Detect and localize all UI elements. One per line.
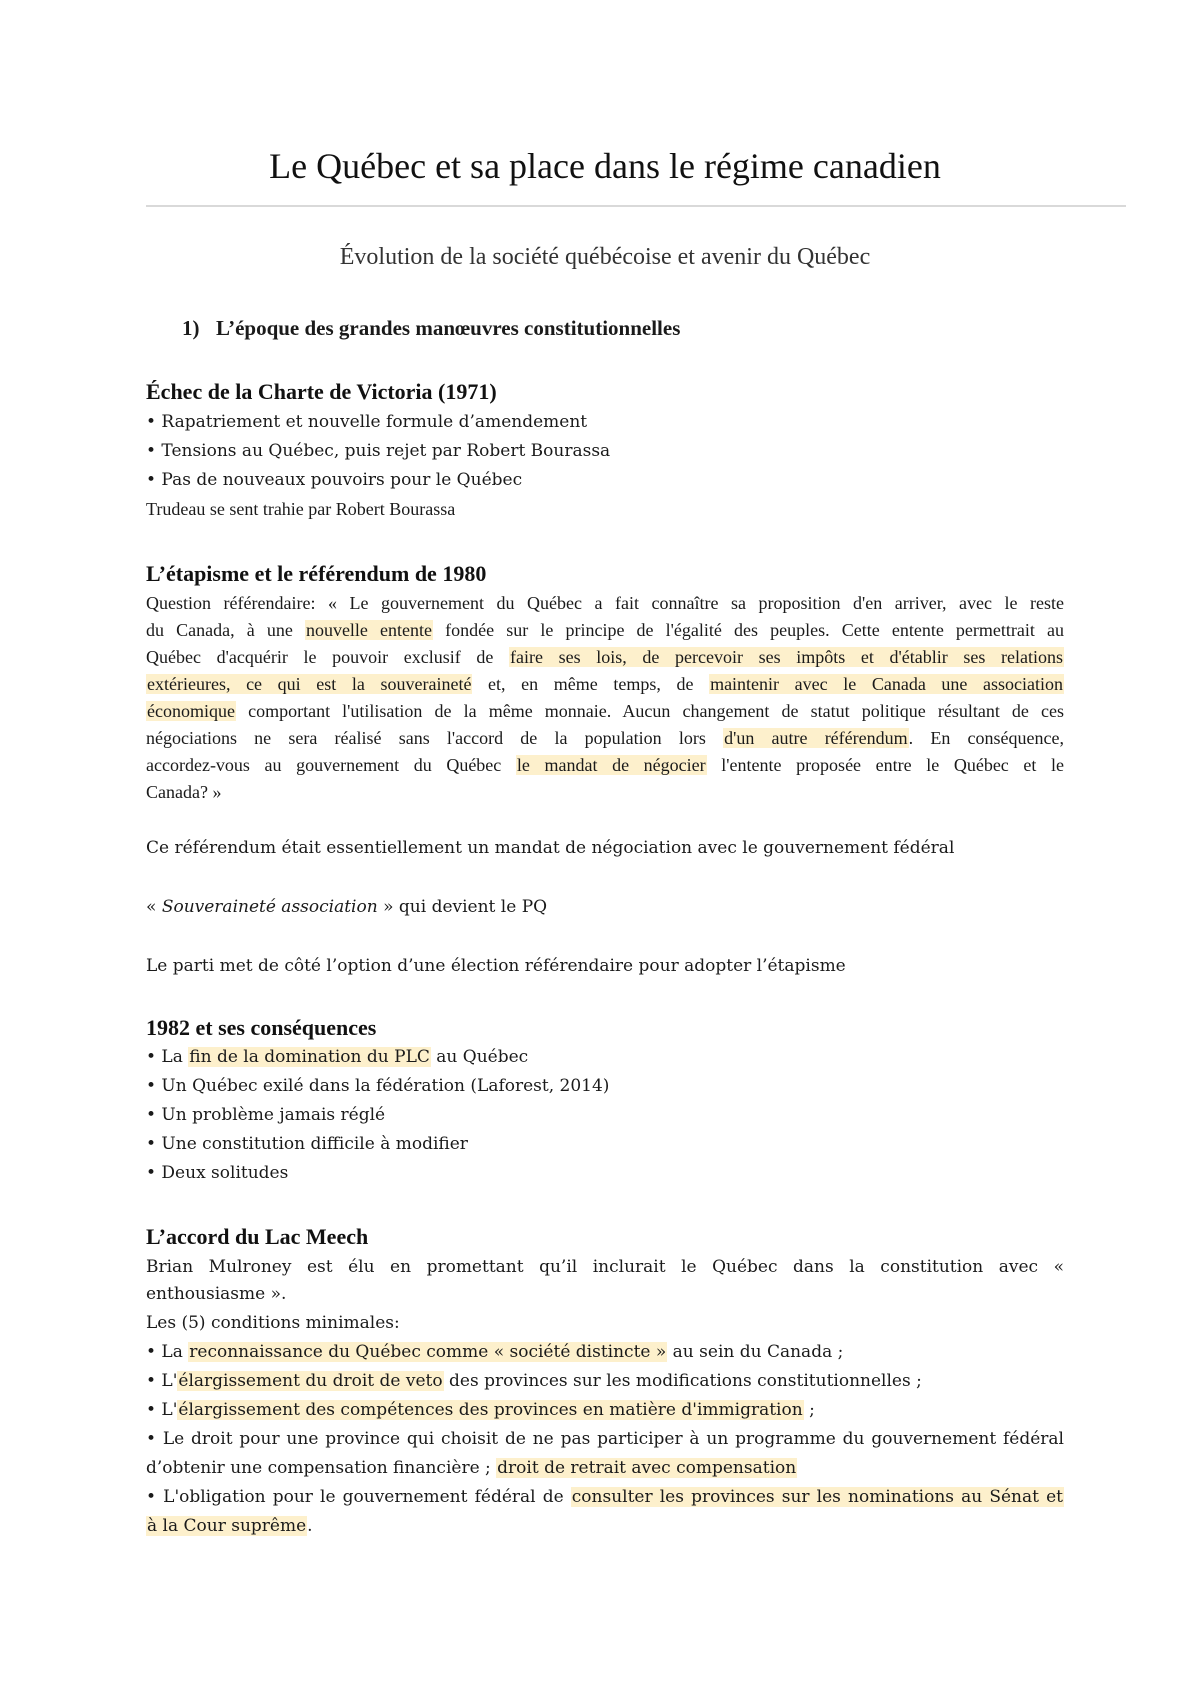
highlight: élargissement du droit de veto [178,1371,443,1391]
list-1982 [146,1043,1064,1188]
heading-1982: 1982 et ses conséquences [146,1015,377,1040]
highlight: d'un autre référendum [724,728,908,748]
heading-victoria: Échec de la Charte de Victoria (1971) [146,379,497,404]
victoria-note: Trudeau se sent trahie par Robert Bourassa [146,499,456,519]
question-line: négociations ne sera réalisé sans l'accord de la population lors d'un autre référendum. En conséquence, [146,728,1064,748]
list-item: • Deux solitudes [146,1163,289,1183]
list-item: • Rapatriement et nouvelle formule d’amendement [146,412,588,432]
highlight: faire ses lois, de percevoir ses impôts et d'établir ses relations [509,647,1063,667]
paragraph: Ce référendum était essentiellement un mandat de négociation avec le gouvernement fédéral [146,838,955,858]
meech-intro-line: Brian Mulroney est élu en promettant qu’il inclurait le Québec dans la constitution avec « [146,1257,1064,1277]
list-item: • La fin de la domination du PLC au Québec [146,1047,529,1067]
section-heading-1 [182,314,680,342]
document-subtitle: Évolution de la société québécoise et avenir du Québec [339,244,871,270]
question-line: Québec d'acquérir le pouvoir exclusif de faire ses lois, de percevoir ses impôts et d'établir ses relations [146,647,1063,667]
meech-intro-line: enthousiasme ». [146,1284,287,1304]
emphasis: Souveraineté association [161,897,378,917]
list-item: • La reconnaissance du Québec comme « société distincte » au sein du Canada ; [146,1342,844,1362]
section-heading-text: L’époque des grandes manœuvres constitutionnelles [216,316,681,340]
highlight: consulter les provinces sur les nominations au Sénat et [571,1487,1063,1507]
title-divider [146,205,1126,207]
question-line: du Canada, à une nouvelle entente fondée sur le principe de l'égalité des peuples. Cette entente permettrait au [146,620,1064,640]
heading-meech: L’accord du Lac Meech [146,1224,369,1249]
highlight: reconnaissance du Québec comme « société distincte » [189,1342,667,1362]
question-line: économique comportant l'utilisation de la même monnaie. Aucun changement de statut politique résultant de ces [147,701,1064,721]
highlight: le mandat de négocier [516,755,706,775]
conditions-label: Les (5) conditions minimales: [146,1313,400,1333]
list-item: • L'élargissement des compétences des provinces en matière d'immigration ; [146,1400,815,1420]
list-item: • Tensions au Québec, puis rejet par Robert Bourassa [146,441,611,461]
list-item-continued: à la Cour suprême. [147,1516,313,1536]
list-item: • Un Québec exilé dans la fédération (Laforest, 2014) [146,1076,610,1096]
question-line: accordez-vous au gouvernement du Québec le mandat de négocier l'entente proposée entre le Québec et le [146,755,1064,775]
section-number: 1) [182,316,200,340]
list-item: • Une constitution difficile à modifier [146,1134,468,1154]
question-line: extérieures, ce qui est la souveraineté et, en même temps, de maintenir avec le Canada une association [147,674,1063,694]
highlight: économique [147,701,235,721]
highlight: à la Cour suprême [147,1516,307,1536]
list-item: • Un problème jamais réglé [146,1105,386,1125]
highlight: maintenir avec le Canada une association [710,674,1063,694]
list-item: • L'élargissement du droit de veto des provinces sur les modifications constitutionnelles ; [146,1371,922,1391]
referendum-question [146,590,1064,806]
paragraph: Le parti met de côté l’option d’une élection référendaire pour adopter l’étapisme [146,956,846,976]
list-item: • L'obligation pour le gouvernement fédéral de consulter les provinces sur les nominations au Sénat et [146,1487,1063,1507]
paragraph: « Souveraineté association » qui devient le PQ [146,897,548,917]
list-item: • Le droit pour une province qui choisit de ne pas participer à un programme du gouvernement fédéral [146,1429,1064,1449]
highlight: extérieures, ce qui est la souveraineté [147,674,472,694]
question-line: Question référendaire: « Le gouvernement du Québec a fait connaître sa proposition d'en arriver, avec le reste [146,593,1064,613]
highlight: droit de retrait avec compensation [497,1458,797,1478]
victoria-list [146,408,1064,524]
document-title: Le Québec et sa place dans le régime canadien [269,146,941,186]
highlight: nouvelle entente [305,620,433,640]
list-item: • Pas de nouveaux pouvoirs pour le Québec [146,470,523,490]
question-line: Canada? » [146,782,222,802]
highlight: fin de la domination du PLC [189,1047,430,1067]
heading-referendum: L’étapisme et le référendum de 1980 [146,561,487,586]
list-item-continued: d’obtenir une compensation financière ; droit de retrait avec compensation [146,1458,797,1478]
meech-body [146,1253,1064,1541]
highlight: élargissement des compétences des provinces en matière d'immigration [178,1400,803,1420]
